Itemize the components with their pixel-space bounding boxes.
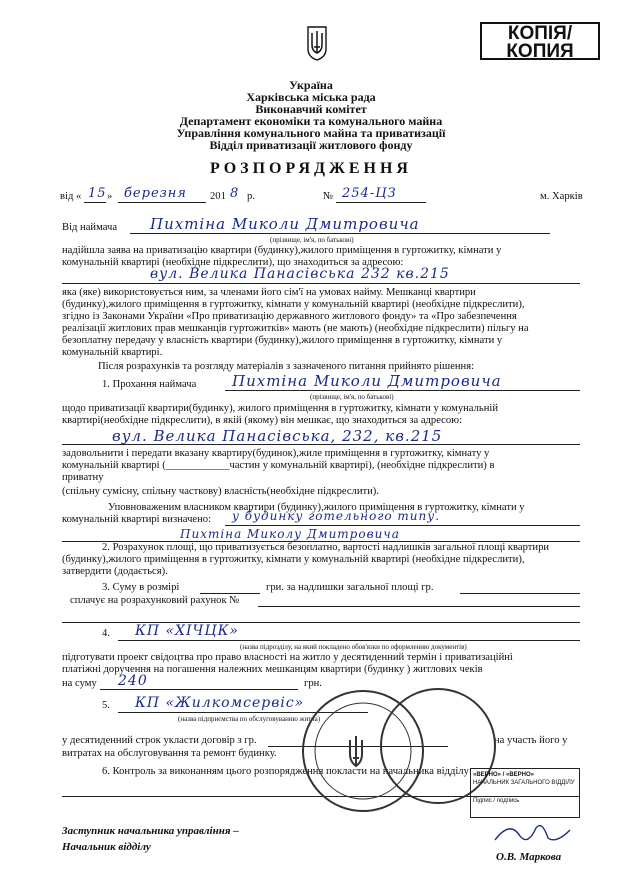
p3-line4a: 3. Суму в розмірі <box>102 582 180 593</box>
p1-line9: комунальній квартирі. <box>62 347 163 358</box>
p2-line2: щодо приватизації квартири(будинку), жилого приміщення в гуртожитку, кімнати у комунальній <box>62 403 498 414</box>
p1-line7: реалізації житлових прав мешканців гуртожитків» мають (не мають) (необхідне підкреслити) пільгу на <box>62 323 529 334</box>
copy-stamp-line1: КОПІЯ/ <box>507 23 573 44</box>
signature-scribble <box>490 818 580 853</box>
p1-name-caption: (прізвище, ім'я, по батькові) <box>270 236 354 244</box>
p3-line1: 2. Розрахунок площі, що приватизується безоплатно, вартості надлишків загальної площі квартири <box>102 542 550 553</box>
item5-handwritten: КП «Жилкомсервіс» <box>135 695 305 711</box>
header-department: Департамент економіки та комунального майна <box>179 114 443 128</box>
order-number-label: № <box>323 191 334 202</box>
p2-item1-name-handwritten: Пихтіна Миколи Дмитровича <box>232 372 502 390</box>
date-year-prefix: 201 <box>210 191 226 202</box>
item5-caption: (назва підприємства по обслуговуванню житла) <box>178 715 321 723</box>
date-month: березня <box>124 186 187 201</box>
document-title: РОЗПОРЯДЖЕННЯ <box>210 160 412 177</box>
verification-stamp-title: «ВЕРНО» / «ВЕРНО» <box>473 772 535 778</box>
p3-line9a: у десятиденний строк укласти договір з гр. <box>62 735 257 746</box>
copy-stamp-line2: КОПИЯ <box>506 41 574 62</box>
date-year-digit: 8 <box>230 186 240 201</box>
header-committee: Виконавчий комітет <box>255 102 367 116</box>
date-year-suffix: р. <box>247 191 255 202</box>
p2-line3: квартирі(необхідне підкреслити), в якій (якому) він мешкає, що знаходиться за адресою: <box>62 415 463 426</box>
date-day: 15 <box>88 186 107 201</box>
item4-label: 4. <box>102 628 110 639</box>
coat-of-arms-icon <box>306 25 328 66</box>
verification-stamp-line2: НАЧАЛЬНИК ЗАГАЛЬНОГО ВІДДІЛУ <box>473 780 575 786</box>
signatory-title-2: Начальник відділу <box>62 841 151 853</box>
p2-line7: (спільну сумісну, спільну часткову) власність(необхідне підкреслити). <box>62 486 379 497</box>
date-prefix: від « <box>60 191 82 202</box>
header-country: Україна <box>289 78 333 92</box>
p1-line2: надійшла заява на приватизацію квартири (будинку),жилого приміщення в гуртожитку, кімнати у <box>62 245 502 256</box>
p3-line8a: на суму <box>62 678 97 689</box>
item4-caption: (назва підрозділу, на який покладено обов'язки по оформленню документів) <box>240 643 467 651</box>
p2-item1-caption: (прізвище, ім'я, по батькові) <box>310 393 394 401</box>
p3-line4b: гри. за надлишки загальної площі гр. <box>266 582 434 593</box>
p3-line11: 6. Контроль за виконанням цього розпорядження покласти на начальника відділу <box>102 766 469 777</box>
p3-line6: підготувати проект свідоцтва про право власності на житло у десятиденний термін і приватизаційні <box>62 652 513 663</box>
p1-line4: яка (яке) використовується ним, за членами його сім'ї на умовах найму. Мешканці квартири <box>62 287 476 298</box>
p1-line5: (будинку),жилого приміщення в гуртожитку, кімнати у комунальній квартирі (необхідне підкреслити), <box>62 299 525 310</box>
p3-line3: затвердити (додається). <box>62 566 168 577</box>
order-number: 254-ЦЗ <box>342 186 397 201</box>
p3-line5: сплачує на розрахунковий рахунок № <box>70 595 240 606</box>
city: м. Харків <box>540 191 583 202</box>
p2-line6: приватну <box>62 472 104 483</box>
p3-line7: платіжні доручення на погашення належних мешканцям квартири (будинку ) житлових чеків <box>62 664 483 675</box>
item4-handwritten: КП «ХІЧЦК» <box>135 623 239 639</box>
copy-stamp <box>480 22 600 60</box>
signatory-name: О.В. Маркова <box>496 851 562 863</box>
verification-stamp <box>470 768 580 818</box>
p2-owner-handwritten-2: Пихтіна Миколу Дмитровича <box>180 527 400 541</box>
p2-address-handwritten: вул. Велика Панасівська, 232, кв.215 <box>112 427 443 445</box>
header-division: Відділ приватизації житлового фонду <box>209 138 413 152</box>
p2-line8: Уповноваженим власником квартири (будинку),жилого приміщення в гуртожитку, кімнати у <box>108 502 525 513</box>
verification-stamp-line3: Підпис / подпись <box>473 798 520 804</box>
date-quote-close: » <box>107 191 113 202</box>
p1-line6: згідно із Законами України «Про приватизацію державного житлового фонду» та «Про забезпечення <box>62 311 517 322</box>
p1-address-handwritten: вул. Велика Панасівська 232 кв.215 <box>150 266 450 282</box>
p2-line4: задовольнити і передати вказану квартиру(будинок),жиле приміщення в гуртожитку, кімнату у <box>62 448 490 459</box>
p1-name-handwritten: Пихтіна Миколи Дмитровича <box>150 215 420 233</box>
p1-label: Від наймача <box>62 222 118 233</box>
signatory-title-1: Заступник начальника управління – <box>62 825 239 837</box>
p3-line8b: грн. <box>304 678 322 689</box>
p1-line3: комунальній квартирі (необхідне підкреслити), що знаходиться за адресою: <box>62 257 404 268</box>
p2-item1-label: 1. Прохання наймача <box>102 379 197 390</box>
p3-line9b: на участь його у <box>494 735 568 746</box>
p2-line9: комунальній квартирі визначено: <box>62 514 212 525</box>
header-directorate: Управління комунального майна та приватизації <box>176 126 446 140</box>
p2-line5: комунальній квартирі (____________частин у комунальній квартирі), (необхідне підкреслити) в <box>62 460 495 471</box>
p2-owner-handwritten-1: у будинку готельного типу. <box>232 509 441 523</box>
p2-intro: Після розрахунків та розгляду матеріалів з зазначеного питання прийнято рішення: <box>98 361 475 372</box>
p1-line8: безоплатну передачу у власність квартири (будинку),жилого приміщення в гуртожитку, кімнати у <box>62 335 503 346</box>
item5-label: 5. <box>102 700 110 711</box>
p3-line2: (будинку),жилого приміщення в гуртожитку, кімнати у комунальній квартирі (необхідне підкреслити), <box>62 554 525 565</box>
sum-handwritten: 240 <box>118 673 148 689</box>
header-council: Харківська міська рада <box>246 90 376 104</box>
p3-line10: витратах на обслуговування та ремонт будинку. <box>62 748 277 759</box>
